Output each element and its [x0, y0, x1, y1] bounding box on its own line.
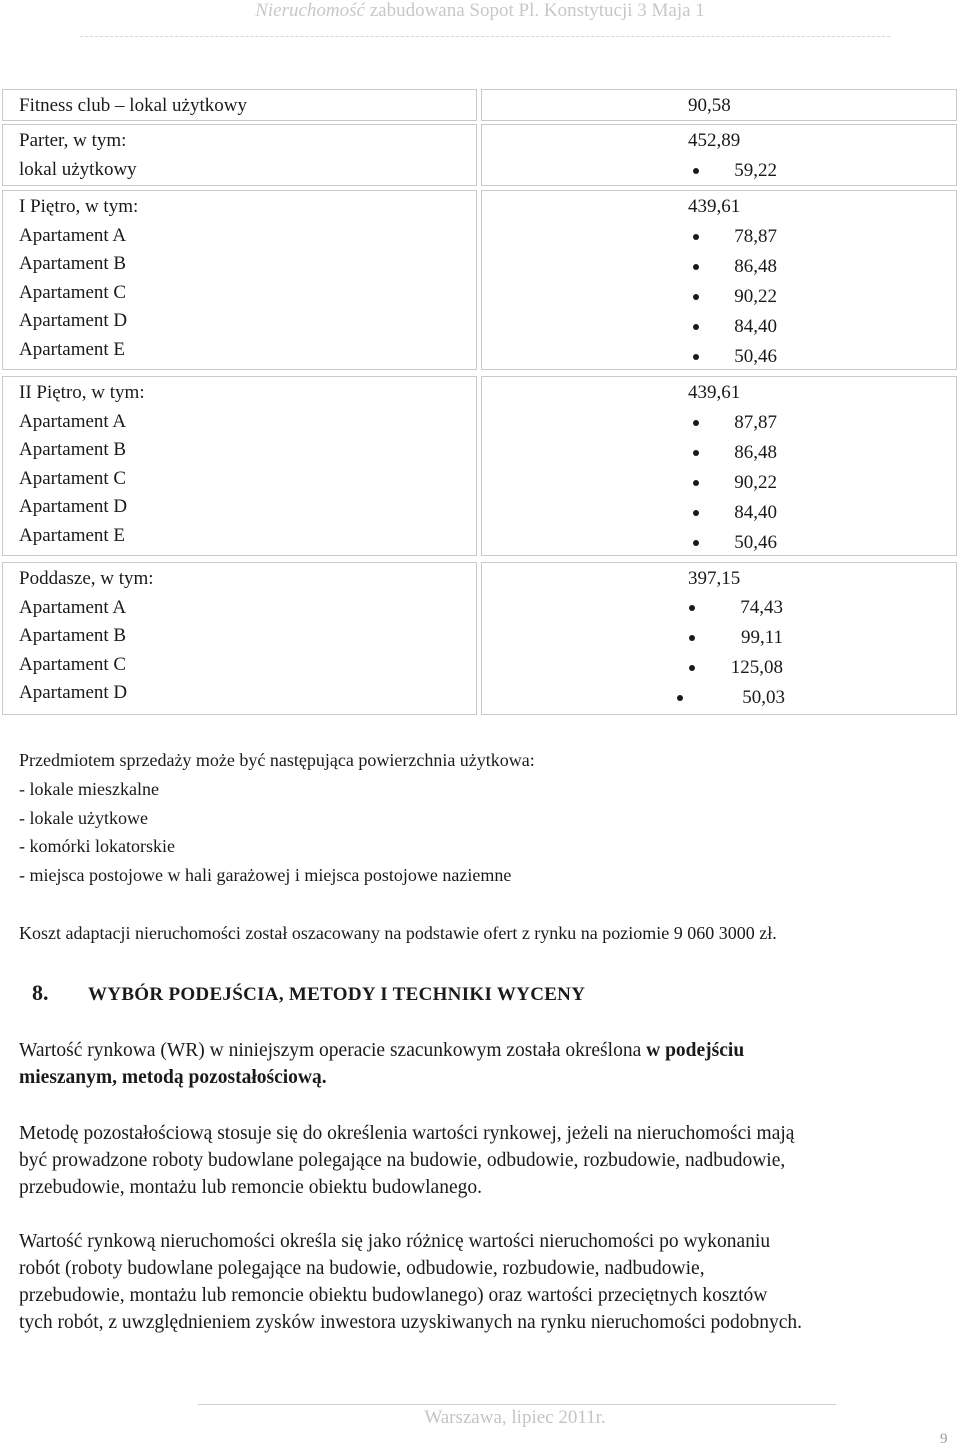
bullet-icon [693, 324, 699, 330]
value-row [482, 528, 956, 558]
pietro2-value: 86,48 [734, 442, 777, 463]
pietro1-value: 84,40 [734, 316, 777, 337]
section-heading [32, 980, 585, 1006]
pietro2-label: Apartament D [19, 496, 128, 518]
para-line: przebudowie, montażu lub remoncie obiektu budowlanego. [19, 1177, 482, 1198]
bullet-icon [689, 605, 695, 611]
value-row [482, 498, 956, 528]
bullet-icon [693, 510, 699, 516]
bullet-icon [693, 450, 699, 456]
header-title: zabudowana Sopot Pl. Konstytucji 3 Maja 1 [369, 0, 705, 21]
poddasze-label: Apartament B [19, 625, 127, 647]
pietro1-label: Apartament C [19, 281, 127, 303]
bullet-icon [693, 168, 699, 174]
approach-bold-line2: mieszanym, metodą pozostałościową. [19, 1067, 327, 1088]
pietro2-value: 87,87 [734, 412, 777, 433]
section-title: WYBÓR PODEJŚCIA, METODY I TECHNIKI WYCENY [88, 984, 586, 1005]
running-header [0, 0, 960, 22]
parter-value: 59,22 [734, 160, 777, 181]
bullet-icon [693, 480, 699, 486]
poddasze-value: 125,08 [730, 657, 783, 678]
bullet-icon [689, 665, 695, 671]
pietro2-label: Apartament B [19, 439, 127, 461]
header-italic: Nieruchomość [255, 0, 365, 21]
sale-item: - miejsca postojowe w hali garażowej i miejsca postojowe naziemne [19, 865, 512, 885]
bullet-icon [693, 354, 699, 360]
section-number: 8. [32, 980, 49, 1005]
para-line: Metodę pozostałościową stosuje się do określenia wartości rynkowej, jeżeli na nieruchomości mają [19, 1123, 795, 1144]
pietro2-value: 50,46 [734, 532, 777, 553]
pietro2-total: 439,61 [688, 382, 741, 403]
value-row [482, 468, 956, 498]
fitness-label-cell [2, 89, 477, 121]
fitness-total-cell [481, 89, 957, 121]
pietro2-heading: II Piętro, w tym: [19, 382, 145, 403]
sale-item: - lokale mieszkalne [19, 779, 159, 799]
poddasze-label: Apartament C [19, 653, 127, 675]
pietro1-values-cell [481, 190, 957, 370]
bullet-icon [693, 420, 699, 426]
fitness-total: 90,58 [688, 95, 731, 116]
pietro1-value: 78,87 [734, 226, 777, 247]
parter-label: lokal użytkowy [19, 158, 137, 180]
paragraph-residual-method [19, 1120, 944, 1201]
poddasze-value: 50,03 [742, 687, 785, 708]
approach-text: Wartość rynkowa (WR) w niniejszym operacie szacunkowym została określona [19, 1040, 647, 1061]
bullet-icon [693, 264, 699, 270]
pietro1-value: 50,46 [734, 346, 777, 367]
pietro2-label: Apartament A [19, 410, 127, 432]
header-rule [80, 36, 890, 37]
footer-rule [198, 1404, 836, 1405]
value-row [482, 252, 956, 282]
paragraph-approach [19, 1037, 944, 1091]
para-line: być prowadzone roboty budowlane polegające na budowie, odbudowie, rozbudowie, nadbudowie, [19, 1150, 786, 1171]
sale-intro: Przedmiotem sprzedaży może być następująca powierzchnia użytkowa: [19, 750, 535, 770]
value-row [482, 222, 956, 252]
value-row [482, 683, 956, 713]
poddasze-label: Apartament D [19, 682, 128, 704]
bullet-icon [693, 540, 699, 546]
pietro2-label: Apartament E [19, 524, 126, 546]
pietro1-label-cell [2, 190, 477, 370]
sale-item: - komórki lokatorskie [19, 836, 175, 856]
parter-total: 452,89 [688, 130, 741, 151]
pietro2-label-cell [2, 376, 477, 556]
pietro1-value: 86,48 [734, 256, 777, 277]
approach-bold: w podejściu [646, 1040, 745, 1061]
pietro1-value: 90,22 [734, 286, 777, 307]
pietro1-total: 439,61 [688, 196, 741, 217]
poddasze-heading: Poddasze, w tym: [19, 568, 154, 589]
value-row [482, 653, 956, 683]
pietro2-value: 90,22 [734, 472, 777, 493]
para-line: przebudowie, montażu lub remoncie obiektu budowlanego) oraz wartości przeciętnych kosztów [19, 1285, 768, 1306]
fitness-label: Fitness club – lokal użytkowy [19, 95, 247, 116]
para-line: tych robót, z uwzględnieniem zysków inwestora uzyskiwanych na rynku nieruchomości podobnych. [19, 1312, 803, 1333]
para-line: Wartość rynkową nieruchomości określa się jako różnicę wartości nieruchomości po wykonaniu [19, 1231, 771, 1252]
pietro2-value: 84,40 [734, 502, 777, 523]
para-line: robót (roboty budowlane polegające na budowie, odbudowie, rozbudowie, nadbudowie, [19, 1258, 705, 1279]
value-row [482, 408, 956, 438]
bullet-icon [693, 294, 699, 300]
poddasze-label-cell [2, 562, 477, 715]
poddasze-value: 99,11 [740, 627, 783, 648]
cost-sentence: Koszt adaptacji nieruchomości został oszacowany na podstawie ofert z rynku na poziomie 9 060 3000 zł. [19, 923, 777, 943]
paragraph-market-value [19, 1228, 944, 1336]
bullet-icon [677, 695, 683, 701]
parter-values-cell [481, 124, 957, 186]
value-row [482, 593, 956, 623]
pietro1-label: Apartament E [19, 338, 126, 360]
pietro1-label: Apartament B [19, 253, 127, 275]
poddasze-label: Apartament A [19, 596, 127, 618]
bullet-icon [689, 635, 695, 641]
value-row [482, 282, 956, 312]
pietro1-heading: I Piętro, w tym: [19, 196, 139, 217]
parter-heading: Parter, w tym: [19, 130, 127, 151]
pietro2-values-cell [481, 376, 957, 556]
pietro1-label: Apartament A [19, 224, 127, 246]
value-row [482, 342, 956, 372]
value-row [482, 312, 956, 342]
bullet-icon [693, 234, 699, 240]
poddasze-value: 74,43 [740, 597, 783, 618]
poddasze-values-cell [481, 562, 957, 715]
footer-text: Warszawa, lipiec 2011r. [424, 1407, 606, 1428]
pietro2-label: Apartament C [19, 467, 127, 489]
sale-item: - lokale użytkowe [19, 808, 148, 828]
value-row [482, 623, 956, 653]
value-row [482, 438, 956, 468]
value-row [482, 156, 956, 186]
poddasze-total: 397,15 [688, 568, 741, 589]
page-number: 9 [940, 1431, 948, 1447]
parter-label-cell [2, 124, 477, 186]
pietro1-label: Apartament D [19, 310, 128, 332]
